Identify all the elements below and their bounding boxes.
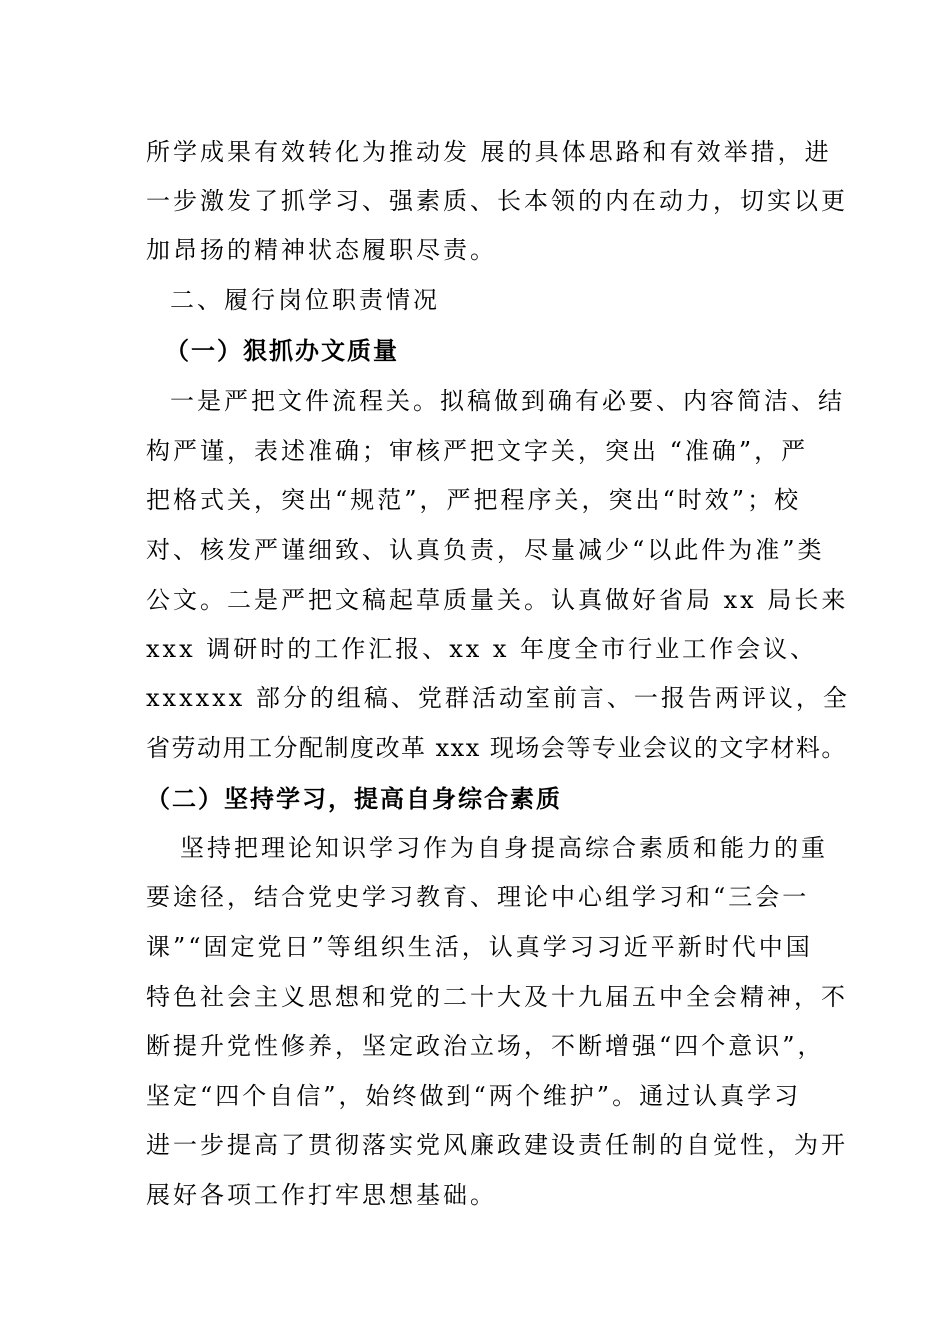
subsection-title: （二）坚持学习，提高自身综合素质 <box>146 785 562 813</box>
body-text-line: 断提升党性修养，坚定政治立场，不断增强“四个意识”， <box>146 1032 825 1060</box>
body-text-line: 展好各项工作打牢思想基础。 <box>146 1181 497 1209</box>
body-text-line: 公文。二是严把文稿起草质量关。认真做好省局 xx 局长来 <box>146 586 849 614</box>
body-text-line: 课”“固定党日”等组织生活，认真学习习近平新时代中国 <box>146 933 813 961</box>
body-text-line: 进一步提高了贯彻落实党风廉政建设责任制的自觉性，为开 <box>146 1131 848 1159</box>
body-text-line: 所学成果有效转化为推动发 展的具体思路和有效举措，进 <box>146 138 832 166</box>
body-text-line: 坚持把理论知识学习作为自身提高综合素质和能力的重 <box>180 834 828 862</box>
section-title: 二、履行岗位职责情况 <box>170 286 440 314</box>
body-text-line: 对、核发严谨细致、认真负责，尽量减少“以此件为准”类 <box>146 536 825 564</box>
body-text-line: 要途径，结合党史学习教育、理论中心组学习和“三会一 <box>146 883 810 911</box>
body-text-line: xxxxxx 部分的组稿、党群活动室前言、一报告两评议，全 <box>146 684 850 712</box>
body-text-line: 加昂扬的精神状态履职尽责。 <box>146 236 497 264</box>
body-text-line: 坚定“四个自信”，始终做到“两个维护”。通过认真学习 <box>146 1082 802 1110</box>
body-text-line: xxx 调研时的工作汇报、xx x 年度全市行业工作会议、 <box>146 635 818 663</box>
body-text-line: 一是严把文件流程关。拟稿做到确有必要、内容简洁、结 <box>170 387 845 415</box>
body-text-line: 特色社会主义思想和党的二十大及十九届五中全会精神，不 <box>146 983 848 1011</box>
body-text-line: 构严谨，表述准确；审核严把文字关，突出 “准确”，严 <box>146 437 809 465</box>
subsection-title: （一）狠抓办文质量 <box>165 337 399 365</box>
body-text-line: 把格式关，突出“规范”，严把程序关，突出“时效”；校 <box>146 486 802 514</box>
body-text-line: 省劳动用工分配制度改革 xxx 现场会等专业会议的文字材料。 <box>146 734 847 762</box>
body-text-line: 一步激发了抓学习、强素质、长本领的内在动力，切实以更 <box>146 187 848 215</box>
